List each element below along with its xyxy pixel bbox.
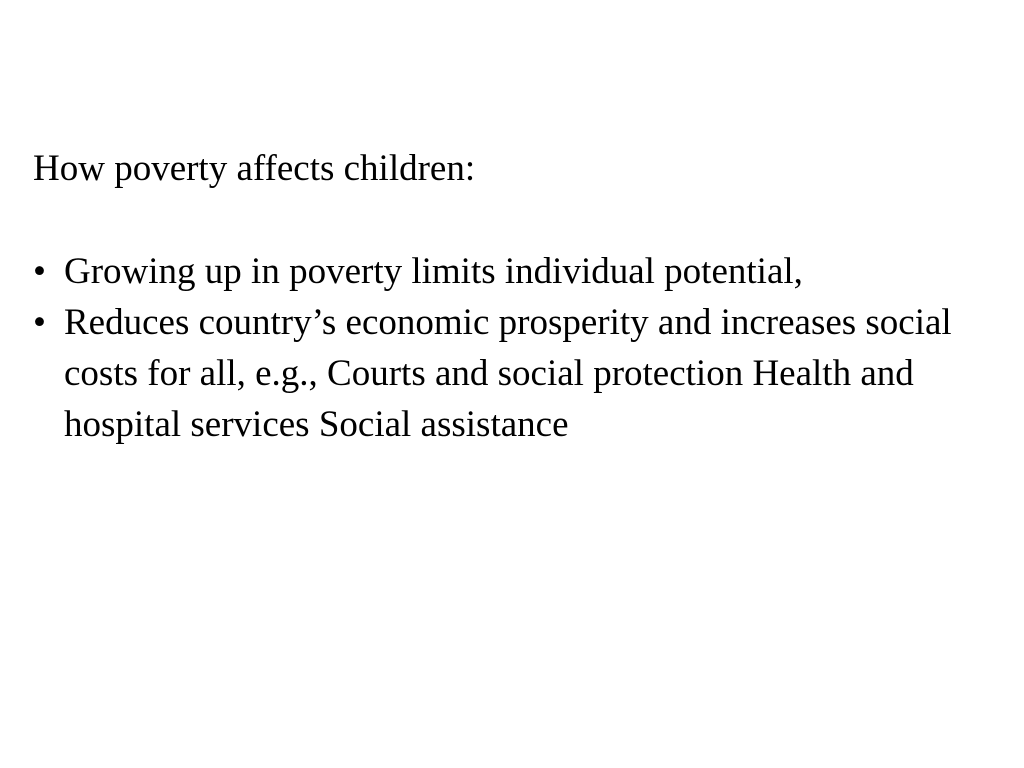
list-item [33, 297, 993, 450]
bullet-list [33, 246, 993, 450]
bullet-icon: • [33, 251, 46, 292]
bullet-icon: • [33, 302, 46, 343]
list-item [33, 246, 993, 297]
slide-heading: How poverty affects children: [33, 148, 476, 189]
bullet-text: Reduces country’s economic prosperity and increases social costs for all, e.g., Courts and social protection Health and hospital services Social assistance [64, 302, 952, 445]
bullet-text: Growing up in poverty limits individual potential, [64, 251, 803, 292]
